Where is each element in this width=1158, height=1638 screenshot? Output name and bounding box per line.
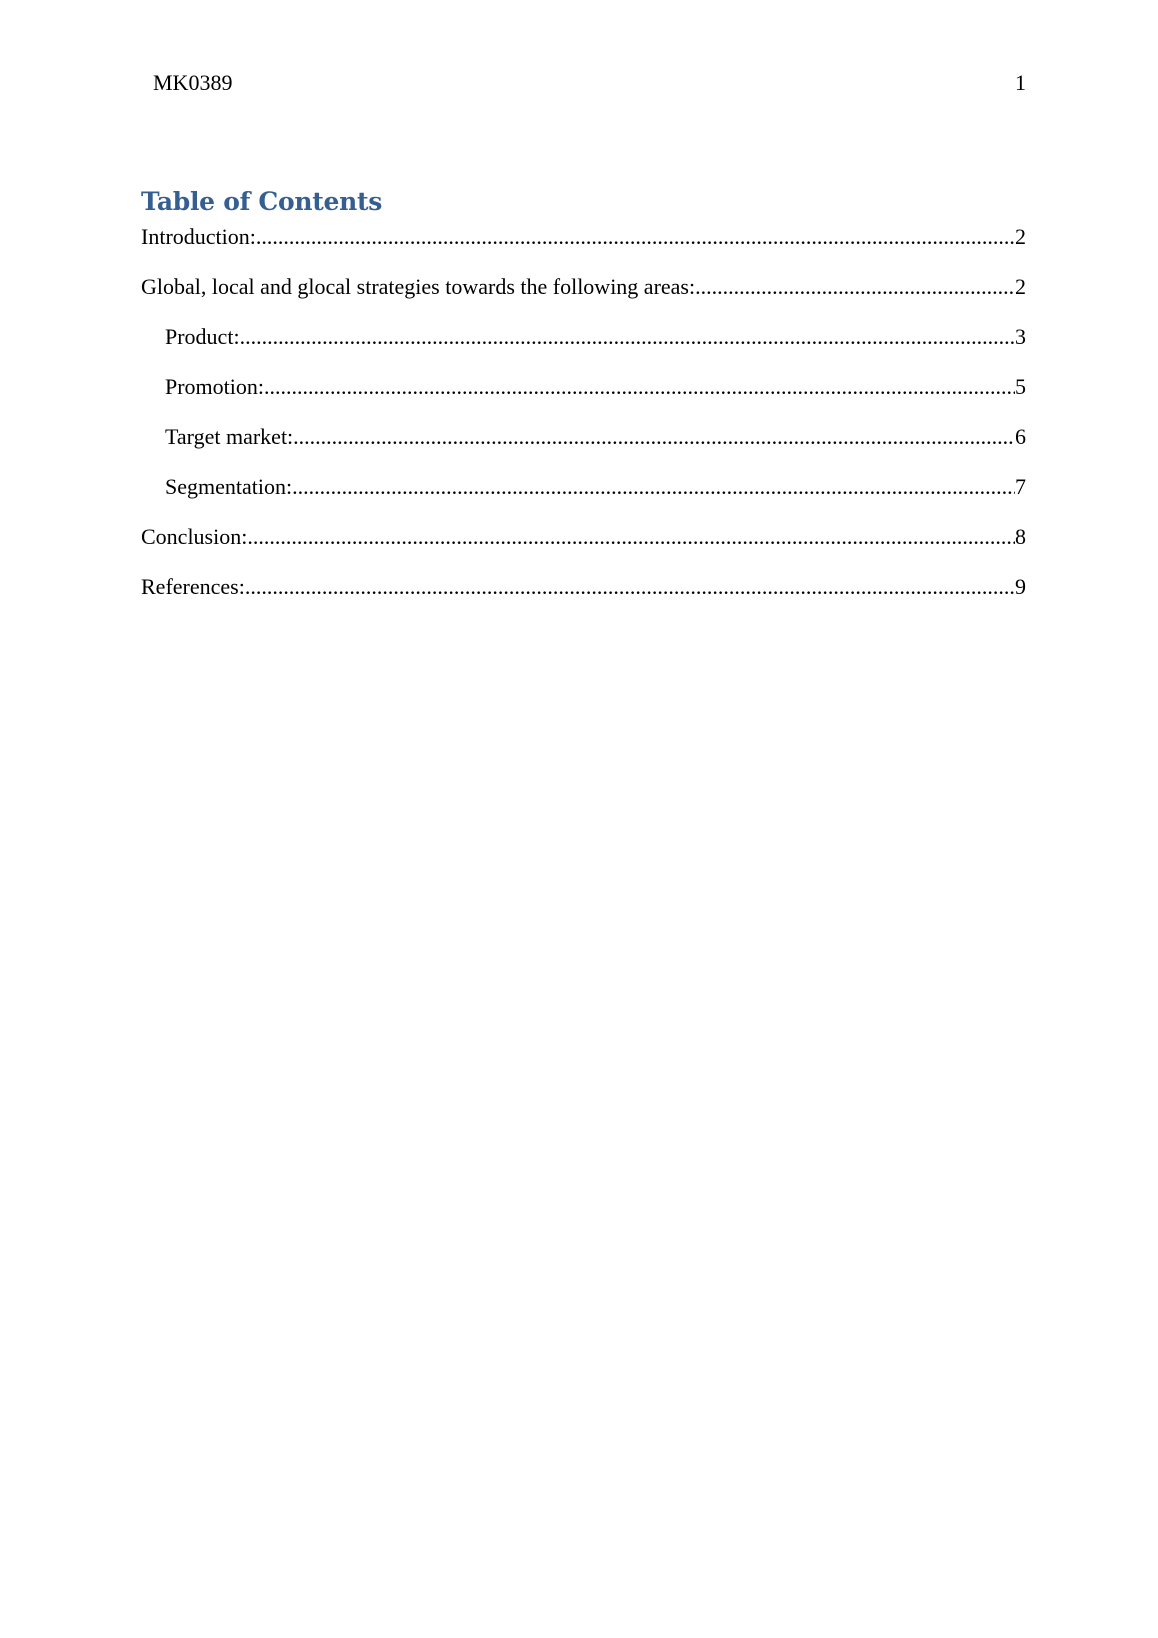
toc-entry-target-market[interactable] [141,424,1026,450]
toc-entry-label: Target market: [165,424,294,449]
toc-leader-dots [240,324,1015,350]
toc-entry-page: 8 [1015,524,1026,549]
toc-entry-label: Promotion: [165,374,265,399]
toc-leader-dots [245,574,1015,600]
toc-leader-dots [292,474,1015,500]
toc-entry-page: 2 [1015,274,1026,299]
toc-entry-page: 3 [1015,324,1026,349]
table-of-contents [141,224,1026,624]
toc-entry-label: References: [141,574,245,599]
header-page-number: 1 [1015,70,1026,95]
toc-entry-conclusion[interactable] [141,524,1026,550]
toc-entry-label: Introduction: [141,224,256,249]
toc-entry-label: Conclusion: [141,524,248,549]
toc-leader-dots [293,424,1015,450]
toc-leader-dots [264,374,1015,400]
toc-entry-page: 5 [1015,374,1026,399]
toc-entry-promotion[interactable] [141,374,1026,400]
toc-title: Table of Contents [141,187,383,216]
toc-leader-dots [256,224,1015,250]
toc-entry-page: 6 [1015,424,1026,449]
header-doc-code: MK0389 [153,70,233,95]
toc-entry-page: 9 [1015,574,1026,599]
toc-leader-dots [247,524,1015,550]
toc-entry-references[interactable] [141,574,1026,600]
toc-entry-product[interactable] [141,324,1026,350]
toc-entry-page: 7 [1015,474,1026,499]
toc-entry-strategies[interactable] [141,274,1026,300]
toc-entry-segmentation[interactable] [141,474,1026,500]
toc-entry-label: Segmentation: [165,474,293,499]
toc-entry-introduction[interactable] [141,224,1026,250]
toc-entry-page: 2 [1015,224,1026,249]
toc-entry-label: Global, local and glocal strategies towards the following areas: [141,274,696,299]
toc-entry-label: Product: [165,324,240,349]
toc-leader-dots [695,274,1015,300]
